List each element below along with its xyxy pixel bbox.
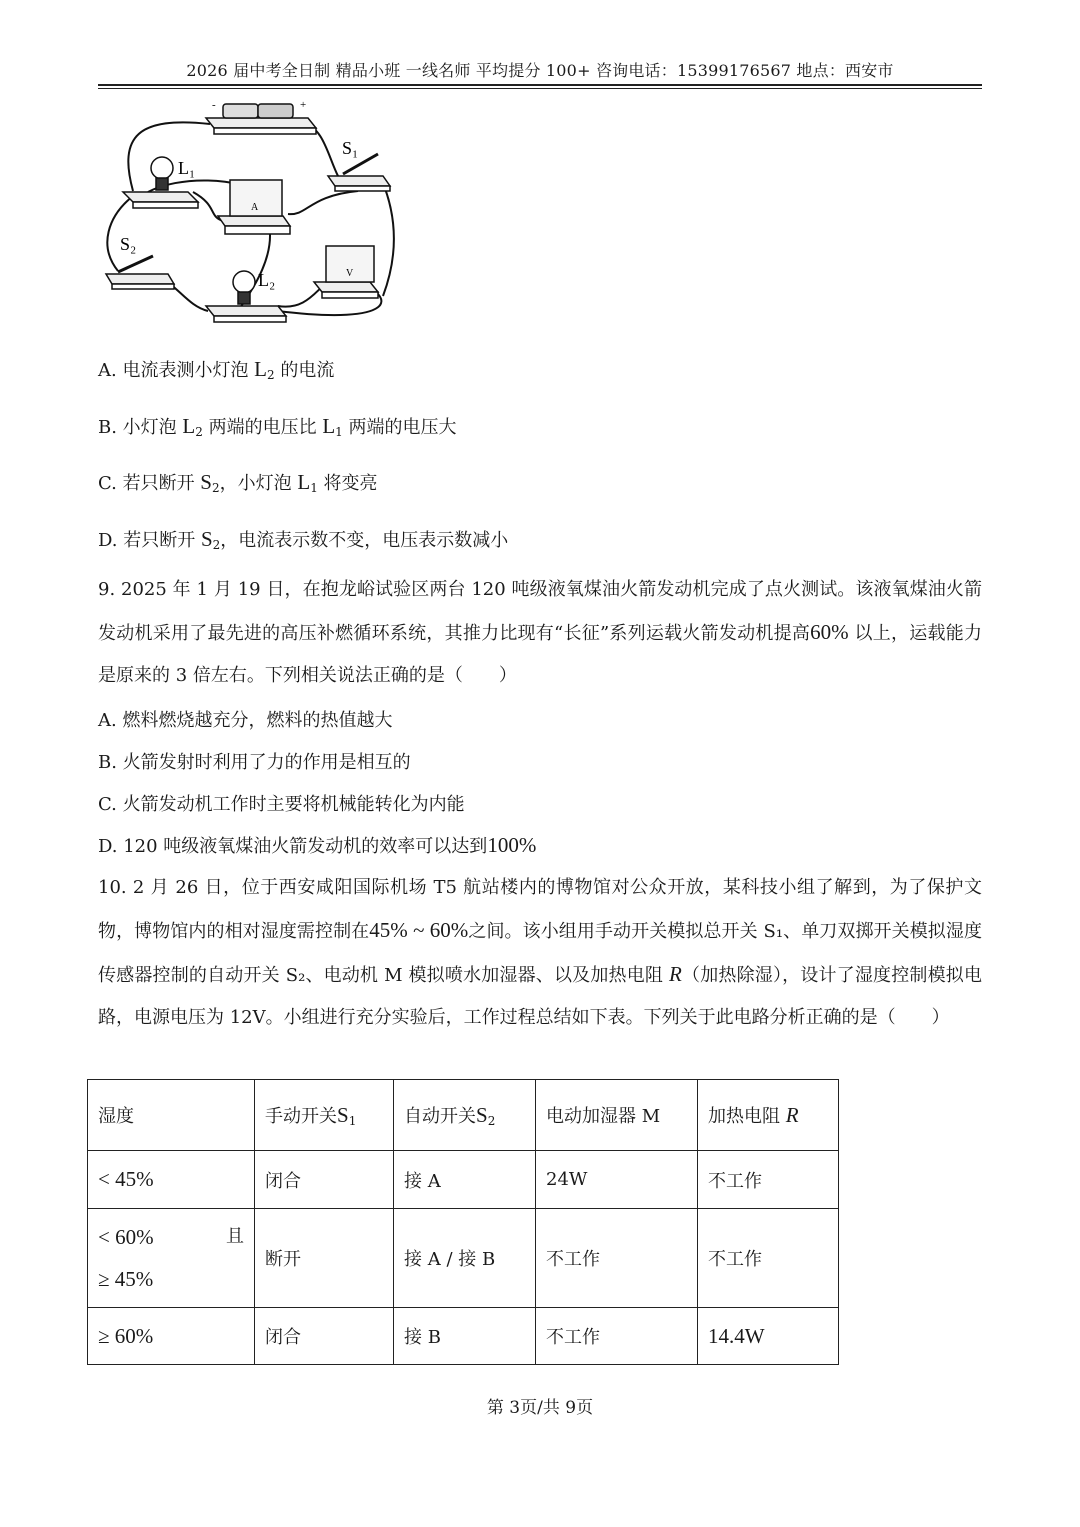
q8-option-d: D. 若只断开 $S_2$，电流表示数不变，电压表示数减小 xyxy=(98,527,509,552)
voltmeter-label: V xyxy=(346,268,354,279)
label-l2: L₂ xyxy=(258,270,276,290)
table-row xyxy=(88,1308,839,1365)
cell-humidity: ≥ 60% xyxy=(88,1308,255,1365)
q9-option-a: A. 燃料燃烧越充分，燃料的热值越大 xyxy=(98,710,393,731)
cell-heater: 不工作 xyxy=(698,1209,839,1308)
q8-option-b: B. 小灯泡 $L_2$ 两端的电压比 $L_1$ 两端的电压大 xyxy=(98,414,457,439)
cell-motor: 24W xyxy=(536,1151,698,1209)
cell-heater: 不工作 xyxy=(698,1151,839,1209)
label-s1: S₁ xyxy=(342,138,359,158)
header-s2: 自动开关$S_2$ xyxy=(394,1080,536,1151)
header-motor: 电动加湿器 M xyxy=(536,1080,698,1151)
cell-s2: 接 A / 接 B xyxy=(394,1209,536,1308)
cell-s1: 闭合 xyxy=(255,1308,394,1365)
q9-stem: 9. 2025 年 1 月 19 日，在抱龙峪试验区两台 120 吨级液氧煤油火箭发动机完成了点火测试。该液氧煤油火箭发动机采用了最先进的高压补燃循环系统，其推力比现有“长征”系列运载火箭发动机提高60% 以上，运载能力是原来的 3 倍左右。下列相关说法正确的是（ ） xyxy=(98,579,982,686)
cell-s2: 接 A xyxy=(394,1151,536,1209)
cell-heater: 14.4W xyxy=(698,1308,839,1365)
label-l1: L₁ xyxy=(178,158,196,178)
header-heater: 加热电阻 R xyxy=(698,1080,839,1151)
cell-motor: 不工作 xyxy=(536,1209,698,1308)
q8-option-a: A. 电流表测小灯泡 $L_2$ 的电流 xyxy=(98,357,335,382)
label-s2: S₂ xyxy=(120,234,137,254)
q9-option-c: C. 火箭发动机工作时主要将机械能转化为内能 xyxy=(98,794,465,815)
battery-plus-label: + xyxy=(300,99,307,111)
header-s1: 手动开关$S_1$ xyxy=(255,1080,394,1151)
table-row xyxy=(88,1151,839,1209)
q9-option-b: B. 火箭发射时利用了力的作用是相互的 xyxy=(98,752,411,773)
table-row xyxy=(88,1209,839,1308)
header-humidity: 湿度 xyxy=(88,1080,255,1151)
page-header: 2026 届中考全日制 精品小班 一线名师 平均提分 100+ 咨询电话：15399176567 地点：西安市 xyxy=(186,61,894,80)
ammeter-label: A xyxy=(251,202,259,213)
cell-motor: 不工作 xyxy=(536,1308,698,1365)
cell-humidity: < 60% 且 ≥ 45% xyxy=(88,1209,255,1308)
q8-option-c: C. 若只断开 $S_2$，小灯泡 $L_1$ 将变亮 xyxy=(98,470,378,495)
header-rule-thick xyxy=(98,84,982,86)
circuit-diagram xyxy=(98,96,398,332)
battery-minus-label: - xyxy=(212,99,216,111)
table-header-row xyxy=(88,1080,839,1151)
header-rule-thin xyxy=(98,88,982,89)
q9-option-d: D. 120 吨级液氧煤油火箭发动机的效率可以达到100% xyxy=(98,833,537,857)
cell-s1: 断开 xyxy=(255,1209,394,1308)
cell-humidity: < 45% xyxy=(88,1151,255,1209)
cell-s1: 闭合 xyxy=(255,1151,394,1209)
page-footer: 第 3页/共 9页 xyxy=(486,1398,594,1418)
switch-s2 xyxy=(106,256,174,289)
humidity-control-table xyxy=(87,1079,839,1365)
cell-s2: 接 B xyxy=(394,1308,536,1365)
q10-stem: 10. 2 月 26 日，位于西安咸阳国际机场 T5 航站楼内的博物馆对公众开放，某科技小组了解到，为了保护文物，博物馆内的相对湿度需控制在45% ~ 60%之间。该小组用手动开关模拟总开关 S₁、单刀双掷开关模拟湿度传感器控制的自动开关 S₂、电动机 M 模拟喷水加湿器、以及加热电阻 R（加热除湿），设计了湿度控制模拟电路，电源电压为 12V。小组进行充分实验后，工作过程总结如下表。下列关于此电路分析正确的是（ ） xyxy=(98,877,982,1028)
